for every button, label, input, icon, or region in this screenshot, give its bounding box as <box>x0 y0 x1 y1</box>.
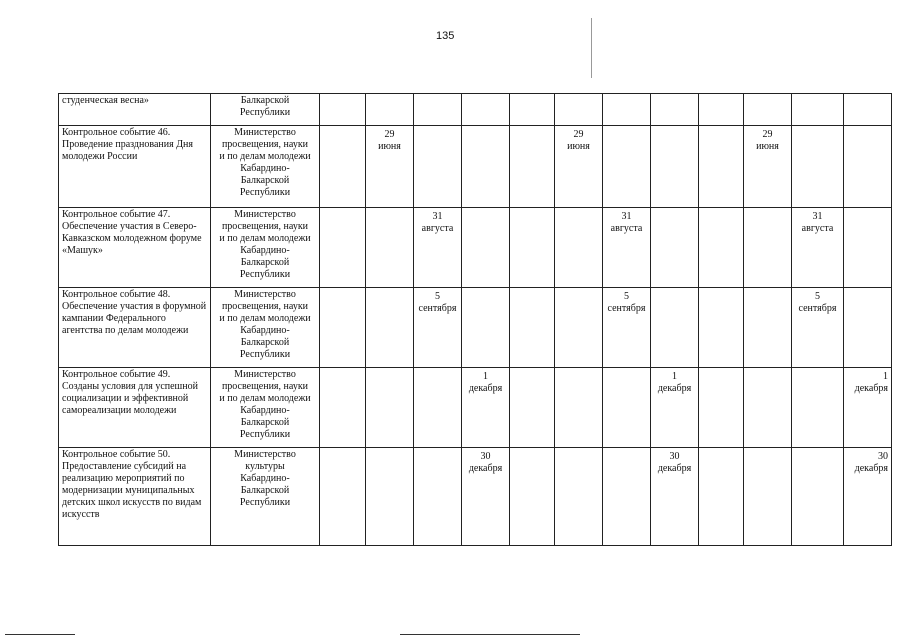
date-cell <box>699 94 744 126</box>
date-cell <box>555 368 603 448</box>
date-cell <box>792 126 844 208</box>
date-cell <box>555 126 603 208</box>
executor-line: Балкарской <box>240 337 290 348</box>
executor-line: Министерство <box>234 449 296 460</box>
executor-cell <box>211 208 320 288</box>
executor-line: Республики <box>239 107 291 118</box>
event-cell: студенческая весна» <box>59 94 211 126</box>
footer-line-left <box>5 634 75 635</box>
date-cell <box>462 288 510 368</box>
executor-line: Балкарской <box>240 175 290 186</box>
executor-line: культуры <box>245 461 285 472</box>
date-cell <box>792 208 844 288</box>
date-cell <box>366 288 414 368</box>
executor-line: Министерство <box>234 209 296 220</box>
executor-line: Балкарской <box>240 417 290 428</box>
date-cell <box>510 94 555 126</box>
date-cell <box>320 126 366 208</box>
table-row <box>59 368 892 448</box>
date-value: 30 декабря <box>854 451 888 474</box>
date-cell <box>510 368 555 448</box>
date-cell <box>603 126 651 208</box>
executor-line: Кабардино- <box>240 405 290 416</box>
event-cell: Контрольное событие 48. Обеспечение участия в форумной кампании Федерального агентства по делам молодежи <box>59 288 211 368</box>
date-cell <box>651 126 699 208</box>
date-value: 5 сентября <box>418 291 457 314</box>
executor-line: Республики <box>239 497 291 508</box>
date-cell <box>651 94 699 126</box>
table-row <box>59 448 892 546</box>
date-value: 30 декабря <box>468 451 503 474</box>
executor-cell <box>211 448 320 546</box>
date-cell <box>320 94 366 126</box>
executor-line: Кабардино- <box>240 245 290 256</box>
date-cell <box>603 368 651 448</box>
date-cell <box>651 448 699 546</box>
date-cell <box>844 448 892 546</box>
executor-cell <box>211 126 320 208</box>
event-cell: Контрольное событие 49. Созданы условия для успешной социализации и эффективной самореализации молодежи <box>59 368 211 448</box>
date-cell <box>844 208 892 288</box>
date-cell <box>699 368 744 448</box>
date-cell <box>414 368 462 448</box>
date-cell <box>414 208 462 288</box>
date-cell <box>744 208 792 288</box>
date-cell <box>603 208 651 288</box>
executor-line: Министерство <box>234 289 296 300</box>
date-cell <box>651 208 699 288</box>
date-cell <box>414 94 462 126</box>
date-value: 31 августа <box>801 211 834 234</box>
date-value: 30 декабря <box>657 451 692 474</box>
date-cell <box>510 448 555 546</box>
date-cell <box>510 288 555 368</box>
date-cell <box>414 448 462 546</box>
executor-line: просвещения, науки <box>221 221 309 232</box>
executor-cell <box>211 94 320 126</box>
date-value: 5 сентября <box>798 291 837 314</box>
date-value: 1 декабря <box>657 371 692 394</box>
date-cell <box>320 368 366 448</box>
event-cell: Контрольное событие 50. Предоставление субсидий на реализацию мероприятий по модернизации муниципальных детских школ искусств по видам искусств <box>59 448 211 546</box>
date-cell <box>555 288 603 368</box>
table-row <box>59 94 892 126</box>
date-cell <box>555 448 603 546</box>
date-cell <box>792 368 844 448</box>
date-cell <box>844 126 892 208</box>
table-row <box>59 208 892 288</box>
date-cell <box>844 94 892 126</box>
control-events-table <box>58 93 892 546</box>
executor-line: Кабардино- <box>240 325 290 336</box>
date-cell <box>366 94 414 126</box>
date-cell <box>744 448 792 546</box>
executor-line: Балкарской <box>240 257 290 268</box>
date-cell <box>844 368 892 448</box>
date-cell <box>792 94 844 126</box>
date-cell <box>366 126 414 208</box>
date-cell <box>366 208 414 288</box>
executor-cell <box>211 368 320 448</box>
executor-line: Республики <box>239 349 291 360</box>
date-cell <box>462 126 510 208</box>
date-cell <box>320 208 366 288</box>
page-number: 135 <box>436 30 455 42</box>
executor-line: просвещения, науки <box>221 139 309 150</box>
date-cell <box>366 448 414 546</box>
executor-cell <box>211 288 320 368</box>
date-cell <box>699 288 744 368</box>
date-value: 1 декабря <box>468 371 503 394</box>
date-cell <box>462 368 510 448</box>
date-cell <box>366 368 414 448</box>
date-cell <box>555 94 603 126</box>
executor-line: просвещения, науки <box>221 381 309 392</box>
date-cell <box>792 288 844 368</box>
date-cell <box>414 126 462 208</box>
event-cell: Контрольное событие 46. Проведение празднования Дня молодежи России <box>59 126 211 208</box>
date-value: 1 декабря <box>854 371 888 394</box>
date-value: 31 августа <box>610 211 643 234</box>
date-cell <box>603 288 651 368</box>
date-cell <box>744 368 792 448</box>
date-cell <box>462 94 510 126</box>
date-cell <box>651 368 699 448</box>
event-cell: Контрольное событие 47. Обеспечение участия в Северо-Кавказском молодежном форуме «Машук» <box>59 208 211 288</box>
executor-line: и по делам молодежи <box>219 233 311 244</box>
date-value: 5 сентября <box>607 291 646 314</box>
table-row <box>59 126 892 208</box>
date-cell <box>699 448 744 546</box>
date-cell <box>510 208 555 288</box>
executor-line: Балкарской <box>240 485 290 496</box>
date-cell <box>792 448 844 546</box>
scan-mark <box>591 18 592 78</box>
date-value: 29 июня <box>756 129 779 152</box>
date-cell <box>462 448 510 546</box>
executor-line: Республики <box>239 187 291 198</box>
date-value: 29 июня <box>378 129 401 152</box>
date-cell <box>320 288 366 368</box>
table-row <box>59 288 892 368</box>
executor-line: Кабардино- <box>240 473 290 484</box>
date-cell <box>320 448 366 546</box>
date-cell <box>510 126 555 208</box>
executor-line: Республики <box>239 269 291 280</box>
date-cell <box>414 288 462 368</box>
executor-line: и по делам молодежи <box>219 313 311 324</box>
executor-line: и по делам молодежи <box>219 393 311 404</box>
executor-line: Республики <box>239 429 291 440</box>
date-cell <box>844 288 892 368</box>
executor-line: Министерство <box>234 369 296 380</box>
executor-line: Кабардино- <box>240 163 290 174</box>
date-value: 31 августа <box>421 211 454 234</box>
date-cell <box>555 208 603 288</box>
executor-line: Балкарской <box>240 95 290 106</box>
executor-line: просвещения, науки <box>221 301 309 312</box>
date-cell <box>603 94 651 126</box>
date-cell <box>744 288 792 368</box>
date-cell <box>699 208 744 288</box>
footer-line-right <box>400 634 580 635</box>
date-cell <box>744 126 792 208</box>
date-value: 29 июня <box>567 129 590 152</box>
date-cell <box>603 448 651 546</box>
executor-line: и по делам молодежи <box>219 151 311 162</box>
date-cell <box>699 126 744 208</box>
date-cell <box>651 288 699 368</box>
date-cell <box>744 94 792 126</box>
date-cell <box>462 208 510 288</box>
executor-line: Министерство <box>234 127 296 138</box>
